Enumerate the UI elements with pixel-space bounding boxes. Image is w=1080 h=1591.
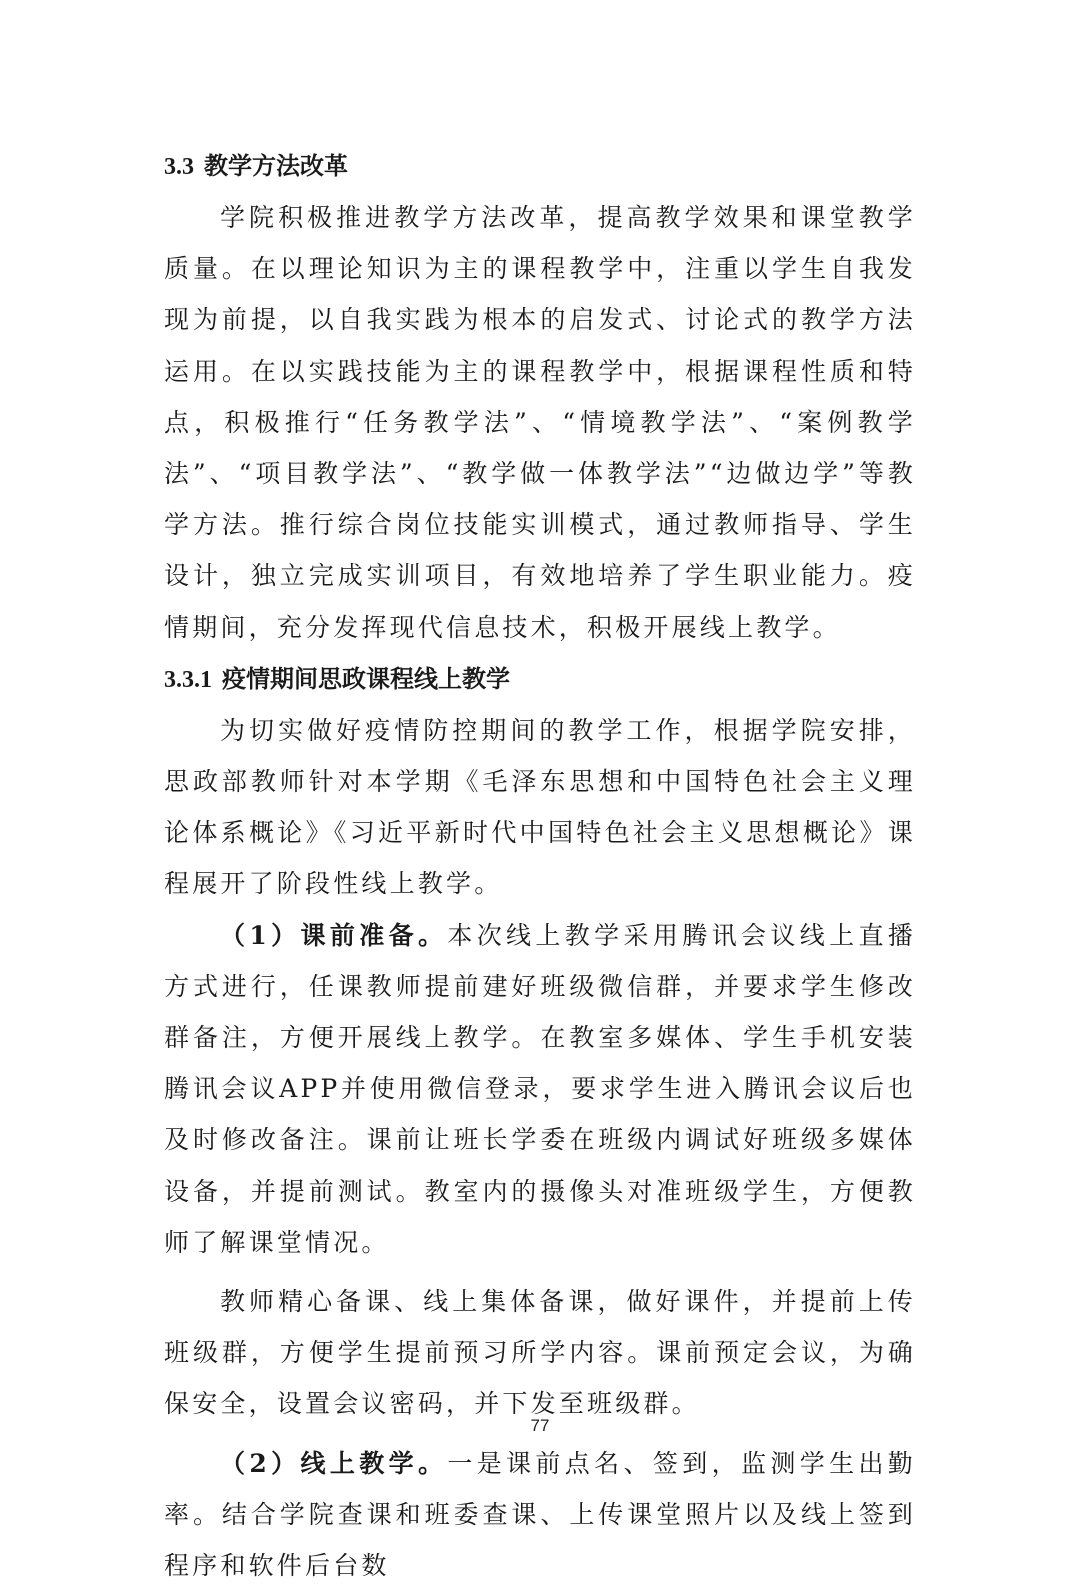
subsection-intro-paragraph: 为切实做好疫情防控期间的教学工作，根据学院安排，思政部教师针对本学期《毛泽东思想和中国特色社会主义理论体系概论》《习近平新时代中国特色社会主义思想概论》课程展开了阶段性线上教学。 (164, 715, 916, 899)
item2-text: 一是课前点名、签到，监测学生出勤率。结合学院查课和班委查课、上传课堂照片以及线上签到程序和软件后台数 (164, 1448, 917, 1581)
section-number: 3.3 (164, 154, 194, 180)
item2-label: （2）线上教学。 (220, 1448, 448, 1478)
subsection-number: 3.3.1 (164, 666, 212, 693)
section-heading (164, 140, 916, 192)
page-number: 77 (530, 1416, 550, 1435)
preparation-paragraph: 教师精心备课、线上集体备课，做好课件，并提前上传班级群，方便学生提前预习所学内容。课前预定会议，为确保安全，设置会议密码，并下发至班级群。 (164, 1287, 916, 1419)
subsection-title: 疫情期间思政课程线上教学 (222, 663, 510, 693)
item1-text: 本次线上教学采用腾讯会议线上直播方式进行，任课教师提前建好班级微信群，并要求学生修改群备注，方便开展线上教学。在教室多媒体、学生手机安装腾讯会议APP并使用微信登录，要求学生进入腾讯会议后也及时修改备注。课前让班长学委在班级内调试好班级多媒体设备，并提前测试。教室内的摄像头对准班级学生，方便教师了解课堂情况。 (164, 920, 917, 1257)
section-paragraph: 学院积极推进教学方法改革，提高教学效果和课堂教学质量。在以理论知识为主的课程教学中，注重以学生自我发现为前提，以自我实践为根本的启发式、讨论式的教学方法运用。在以实践技能为主的课程教学中，根据课程性质和特点，积极推行“任务教学法”、“情境教学法”、“案例教学法”、“项目教学法”、“教学做一体教学法”“边做边学”等教学方法。推行综合岗位技能实训模式，通过教师指导、学生设计，独立完成实训项目，有效地培养了学生职业能力。疫情期间，充分发挥现代信息技术，积极开展线上教学。 (164, 203, 916, 642)
page-content (164, 140, 916, 1591)
paragraph-gap (164, 1268, 916, 1276)
subsection-heading (164, 653, 916, 705)
item1-paragraph (164, 910, 916, 1268)
item1-label: （1）课前准备。 (220, 920, 448, 950)
item2-paragraph (164, 1438, 916, 1591)
section-title: 教学方法改革 (204, 151, 348, 180)
